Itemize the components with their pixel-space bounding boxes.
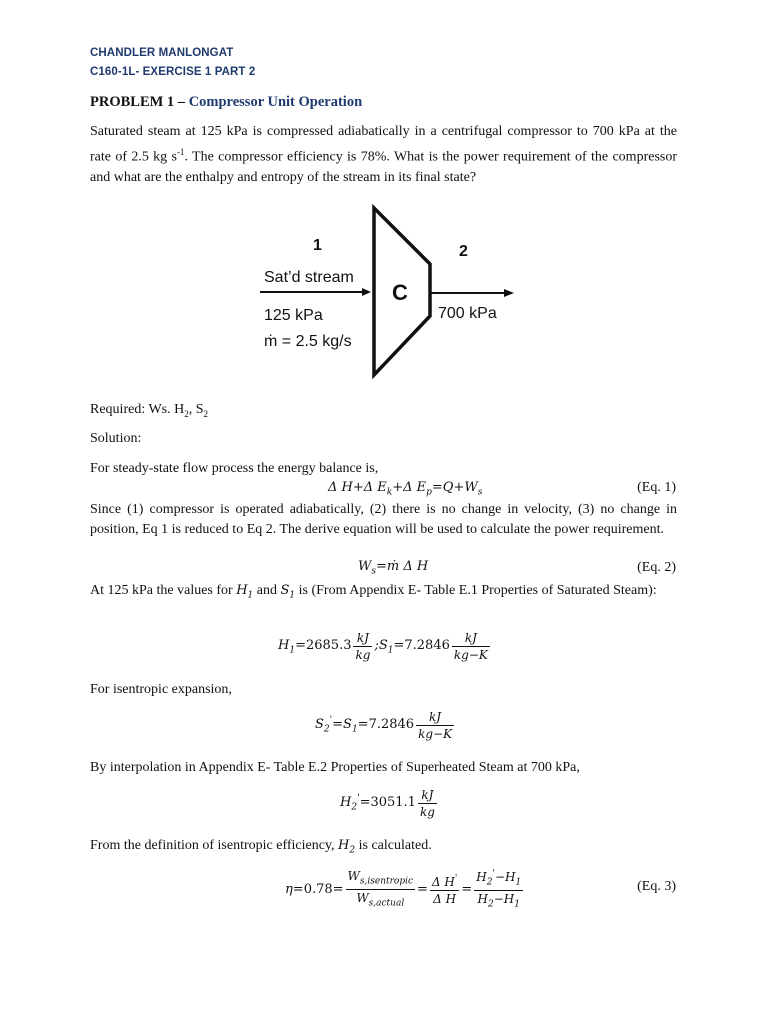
- efficiency-intro-b: is calculated.: [358, 838, 432, 853]
- s2-value: 7.2846: [368, 717, 415, 733]
- statement-part-b: . The compressor efficiency is 78%. What is the power requirement of the compressor and what are the enthalpy and entropy of the stream in its final state?: [90, 149, 677, 185]
- required-tail: , S: [188, 402, 204, 417]
- outlet-arrowhead: [504, 289, 514, 297]
- energy-balance-intro: For steady-state flow process the energy balance is,: [90, 461, 379, 476]
- problem-statement: [90, 122, 677, 188]
- outlet-number: 2: [459, 243, 468, 260]
- unit-label: C: [392, 280, 408, 305]
- outlet-pressure: 700 kPa: [438, 305, 497, 322]
- equation-3-label: (Eq. 3): [637, 879, 676, 894]
- equation-1: Δ H+Δ $E_k+\Delta$ $E_p=Q+W_s$: [328, 480, 483, 498]
- values-intro-a: At 125 kPa the values for: [90, 583, 233, 598]
- h1-s1-equation: $H_1=2685.3$ $\frac{kJ}{kg}$ $;S_1=7.2846$ $\frac{kJ}{kg-K}$: [278, 631, 488, 662]
- inlet-label: Sat’d stream: [264, 269, 354, 286]
- unit-kgk: kg−K: [418, 727, 453, 741]
- problem-label: PROBLEM 1 –: [90, 94, 189, 110]
- h2-equation: $H_2'=3051.1$ $\frac{kJ}{kg}$: [340, 788, 435, 819]
- s1-value: 7.2846: [404, 637, 450, 653]
- required-line: Required: Ws. $H_2$, $S_2$: [90, 402, 209, 419]
- inlet-number: 1: [313, 237, 322, 254]
- h2-value: 3051.1: [370, 795, 416, 811]
- efficiency-intro-a: From the definition of isentropic efficiency,: [90, 838, 335, 853]
- h1-value: 2685.3: [305, 637, 352, 653]
- equation-3: η=0.78= $\frac{W_{s,isentropic}}{W_{s,actual}}$ = $\frac{\Delta H'}{\text{Δ H}}$ = $\frac{H_2'-H_1}{H_2-H_1}$: [285, 866, 525, 913]
- statement-exponent: -1: [176, 147, 185, 157]
- statement-part-a: Saturated steam at 125 kPa is compressed adiabatically in a centrifugal compressor to 700 kPa at the rate of 2.5 kg s: [90, 124, 677, 165]
- values-intro-c: is (From Appendix E- Table E.1 Properties of Saturated Steam):: [298, 583, 657, 598]
- equation-2: $W_s=ṁ$ Δ H: [358, 559, 429, 577]
- unit-kg: kg: [355, 648, 371, 662]
- unit-kg: kg: [419, 805, 435, 819]
- unit-kj: kJ: [418, 787, 437, 804]
- inlet-pressure: 125 kPa: [264, 307, 323, 324]
- values-intro-b: and: [256, 583, 277, 598]
- unit-kj: kJ: [353, 630, 372, 647]
- eta-value: 0.78: [303, 881, 333, 897]
- compressor-diagram: [250, 200, 530, 385]
- isentropic-intro: For isentropic expansion,: [90, 682, 232, 697]
- unit-kj: kJ: [416, 709, 454, 726]
- equation-2-label: (Eq. 2): [637, 560, 676, 575]
- course-code: C160-1L- EXERCISE 1 PART 2: [90, 66, 256, 78]
- problem-title: [90, 94, 362, 111]
- values-intro: At 125 kPa the values for $H_1$ and $S_1$ is (From Appendix E- Table E.1 Properties of Saturated Steam):: [90, 583, 657, 601]
- inlet-arrowhead: [362, 288, 371, 296]
- author-name: CHANDLER MANLONGAT: [90, 47, 234, 59]
- interpolation-intro: By interpolation in Appendix E- Table E.2 Properties of Superheated Steam at 700 kPa,: [90, 760, 580, 775]
- problem-topic: Compressor Unit Operation: [188, 94, 363, 110]
- s2-equation: $S_2'=S_1=7.2846$ $\frac{kJ}{kg-K}$: [315, 710, 453, 741]
- equation-1-label: (Eq. 1): [637, 480, 676, 495]
- required-text: Required: Ws. H: [90, 402, 185, 417]
- mass-flow: ṁ = 2.5 kg/s: [264, 333, 352, 350]
- simplification-text: Since (1) compressor is operated adiabatically, (2) there is no change in velocity, (3) no change in position, Eq 1 is reduced to Eq 2. The derive equation will be used to calculate the power requirement.: [90, 502, 677, 537]
- unit-kj: kJ: [452, 630, 490, 647]
- unit-kgk: kg−K: [453, 648, 488, 662]
- solution-heading: Solution:: [90, 431, 142, 446]
- efficiency-intro: From the definition of isentropic efficiency, $H_2$ is calculated.: [90, 838, 432, 856]
